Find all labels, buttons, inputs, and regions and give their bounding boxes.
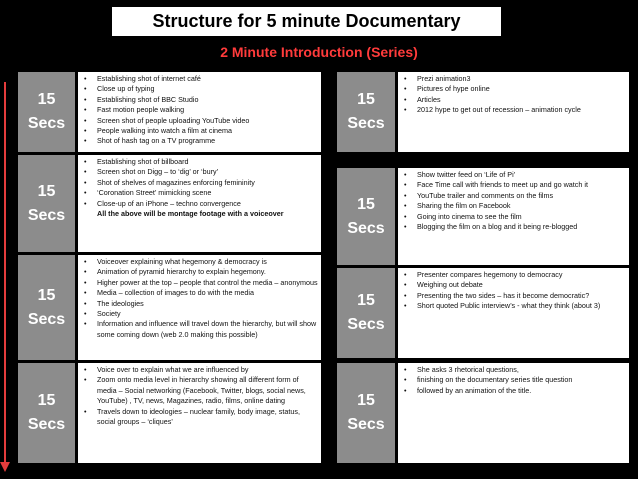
list-item: • Show twitter feed on ‘Life of Pi’ [417,170,626,180]
segment-row [18,155,321,252]
list-item: • Shot of hash tag on a TV programme [97,136,318,146]
list-item: • Voice over to explain what we are influenced by [97,365,318,375]
segment-content [398,72,629,152]
page-subtitle: 2 Minute Introduction (Series) [220,44,418,60]
list-item: • The ideologies [97,299,318,309]
segment-content [78,255,321,360]
segment-content [398,363,629,463]
list-item: • Society [97,309,318,319]
shot-list [401,365,626,396]
list-item: • Establishing shot of BBC Studio [97,95,318,105]
duration-number: 15 [357,91,375,108]
segment-content [78,155,321,252]
duration-unit: Secs [27,206,66,224]
duration-number: 15 [357,392,375,409]
segment-row [337,168,629,265]
duration-unit: Secs [27,115,66,132]
shot-list [401,270,626,312]
list-item: • 2012 hype to get out of recession – animation cycle [417,105,626,115]
segment-duration-label [18,255,75,360]
list-item: • Pictures of hype online [417,84,626,94]
segment-duration-label [18,72,75,152]
duration-unit: Secs [347,316,385,333]
segment-duration-label [337,268,395,358]
list-item: • Presenter compares hegemony to democracy [417,270,626,280]
list-item: • finishing on the documentary series title question [417,375,626,385]
segment-content [398,268,629,358]
duration-number: 15 [357,195,375,213]
list-item: • Close up of typing [97,84,318,94]
segment-content [78,72,321,152]
list-item: • Sharing the film on Facebook [417,201,626,211]
list-item: • Blogging the film on a blog and it being re-blogged [417,222,626,232]
timeline-arrow-line [4,82,6,466]
segment-content [78,363,321,463]
list-item: • People walking into watch a film at cinema [97,126,318,136]
duration-unit: Secs [347,416,385,433]
list-item: • She asks 3 rhetorical questions, [417,365,626,375]
duration-number: 15 [37,182,56,200]
segment-duration-label [337,72,395,152]
list-item: • Media – collection of images to do with the media [97,288,318,298]
segment-duration-label [337,363,395,463]
list-item: • Going into cinema to see the film [417,212,626,222]
shot-list [81,74,318,147]
segment-row [337,72,629,152]
duration-number: 15 [37,286,56,304]
segment-duration-label [18,363,75,463]
list-item: • Higher power at the top – people that control the media – anonymous [97,278,318,288]
duration-unit: Secs [347,115,385,132]
list-item: • followed by an animation of the title. [417,386,626,396]
list-item: • Fast motion people walking [97,105,318,115]
duration-unit: Secs [27,310,66,328]
segment-duration-label [18,155,75,252]
list-item: • YouTube trailer and comments on the films [417,191,626,201]
montage-note: All the above will be montage footage with a voiceover [97,209,284,219]
list-item: • Presenting the two sides – has it become democratic? [417,291,626,301]
segment-duration-label [337,168,395,265]
list-item: • Prezi animation3 [417,74,626,84]
list-item: • Short quoted Public interview’s - what they think (about 3) [417,301,626,311]
segment-row [18,72,321,152]
list-item: • Screen shot on Digg – to ‘dig’ or ‘bury’ [97,167,318,177]
list-item: • Face Time call with friends to meet up and go watch it [417,180,626,190]
duration-number: 15 [37,392,56,409]
duration-unit: Secs [347,219,385,237]
timeline-arrow-head [0,462,10,472]
list-item: • Screen shot of people uploading YouTube video [97,116,318,126]
duration-number: 15 [37,91,56,108]
list-item: • Travels down to ideologies – nuclear family, body image, status, social groups – ‘cliques’ [97,407,318,428]
list-item: • Voiceover explaining what hegemony & democracy is [97,257,318,267]
list-item: • Articles [417,95,626,105]
segment-content [398,168,629,265]
shot-list [81,365,318,427]
segment-row [337,363,629,463]
duration-number: 15 [357,292,375,309]
shot-list [401,74,626,116]
duration-unit: Secs [27,416,66,433]
list-item: • Animation of pyramid hierarchy to explain hegemony. [97,267,318,277]
list-item: • Shot of shelves of magazines enforcing femininity [97,178,318,188]
segment-row [18,363,321,463]
shot-list [81,157,318,219]
list-item: • Establishing shot of internet café [97,74,318,84]
list-item: • Weighing out debate [417,280,626,290]
shot-list [81,257,318,340]
list-item: • ‘Coronation Street’ mimicking scene [97,188,318,198]
segment-row [18,255,321,360]
list-item: • Information and influence will travel down the hierarchy, but will show some coming down (web 2.0 making this possible) [97,319,318,340]
list-item: • Zoom onto media level in hierarchy showing all different form of media – Social networking (Facebook, Twitter, blogs, social news, YouTube) , TV, news, Magazines, radio, films, online dating [97,375,318,406]
page-title: Structure for 5 minute Documentary [112,7,501,36]
list-item: • Establishing shot of billboard [97,157,318,167]
segment-row [337,268,629,358]
shot-list [401,170,626,232]
list-item: • Close-up of an iPhone – techno convergence [97,199,318,209]
